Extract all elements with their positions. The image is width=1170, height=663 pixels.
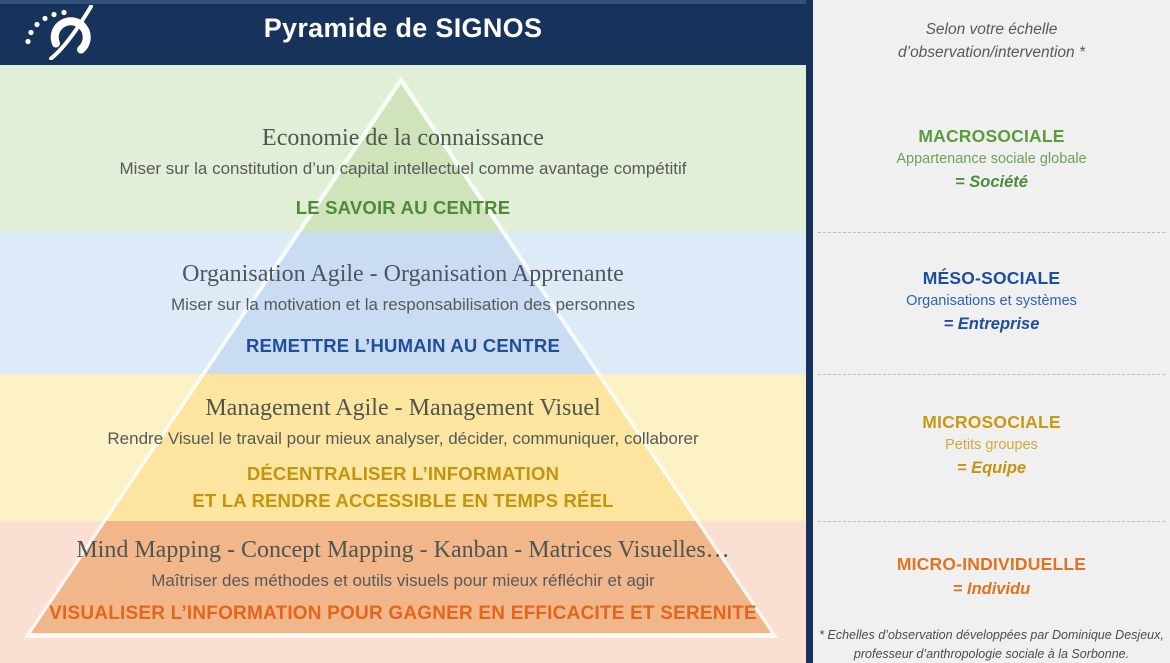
footnote — [813, 626, 1170, 663]
sidebar-separator-3 — [818, 521, 1165, 522]
scales-sidebar — [813, 0, 1170, 663]
level-2-title: Organisation Agile - Organisation Apprenante — [182, 261, 624, 287]
page-title: Pyramide de SIGNOS — [263, 13, 543, 43]
scale-3-name: MICROSOCIALE — [922, 412, 1061, 432]
scale-2-name: MÉSO-SOCIALE — [922, 268, 1061, 288]
level-2-subtitle: Miser sur la motivation et la responsabilisation des personnes — [171, 295, 635, 314]
sidebar-intro — [813, 18, 1170, 64]
footnote-line2: professeur d’anthropologie sociale à la Sorbonne. — [853, 647, 1130, 661]
scale-microsociale — [813, 410, 1170, 481]
sidebar-intro-line1: Selon votre échelle — [925, 21, 1058, 38]
level-4-subtitle: Maîtriser des méthodes et outils visuels pour mieux réfléchir et agir — [151, 571, 655, 590]
scale-macrosociale — [813, 124, 1170, 195]
level-3-title: Management Agile - Management Visuel — [205, 395, 601, 421]
sidebar-separator-1 — [818, 232, 1165, 233]
scale-1-equivalent: = Société — [955, 173, 1028, 191]
scale-3-equivalent: = Equipe — [956, 459, 1027, 477]
level-3-slogan-line2: ET LA RENDRE ACCESSIBLE EN TEMPS RÉEL — [192, 490, 614, 511]
level-1-subtitle: Miser sur la constitution d’un capital intellectuel comme avantage compétitif — [119, 159, 687, 178]
scale-3-description: Petits groupes — [945, 437, 1038, 453]
scale-4-equivalent: = Individu — [952, 580, 1031, 598]
scale-1-description: Appartenance sociale globale — [896, 151, 1087, 167]
level-3-slogan-line1: DÉCENTRALISER L’INFORMATION — [246, 463, 560, 484]
scale-2-description: Organisations et systèmes — [906, 293, 1077, 309]
sidebar-separator-2 — [818, 374, 1165, 375]
scale-1-name: MACROSOCIALE — [918, 126, 1065, 146]
level-3-subtitle: Rendre Visuel le travail pour mieux analyser, décider, communiquer, collaborer — [107, 429, 699, 448]
level-visual-management — [0, 392, 806, 514]
scale-micro-individuelle — [813, 552, 1170, 602]
scale-4-name: MICRO-INDIVIDUELLE — [896, 554, 1087, 574]
level-4-slogan: VISUALISER L’INFORMATION POUR GAGNER EN EFFICACITE ET SERENITE — [49, 603, 757, 624]
level-1-slogan: LE SAVOIR AU CENTRE — [295, 197, 511, 218]
scale-2-equivalent: = Entreprise — [943, 315, 1040, 333]
level-2-slogan: REMETTRE L’HUMAIN AU CENTRE — [245, 335, 561, 356]
vertical-divider — [806, 0, 813, 663]
sidebar-intro-line2: d’observation/intervention * — [898, 44, 1085, 61]
scale-meso-sociale — [813, 266, 1170, 337]
footnote-line1: * Echelles d’observation développées par Dominique Desjeux, — [819, 628, 1164, 642]
level-knowledge-economy — [0, 122, 806, 221]
level-4-title: Mind Mapping - Concept Mapping - Kanban - Matrices Visuelles… — [76, 537, 730, 563]
level-agile-organisation — [0, 258, 806, 359]
level-visual-tools — [0, 534, 806, 627]
title-bar — [0, 0, 806, 65]
level-1-title: Economie de la connaissance — [262, 125, 544, 151]
